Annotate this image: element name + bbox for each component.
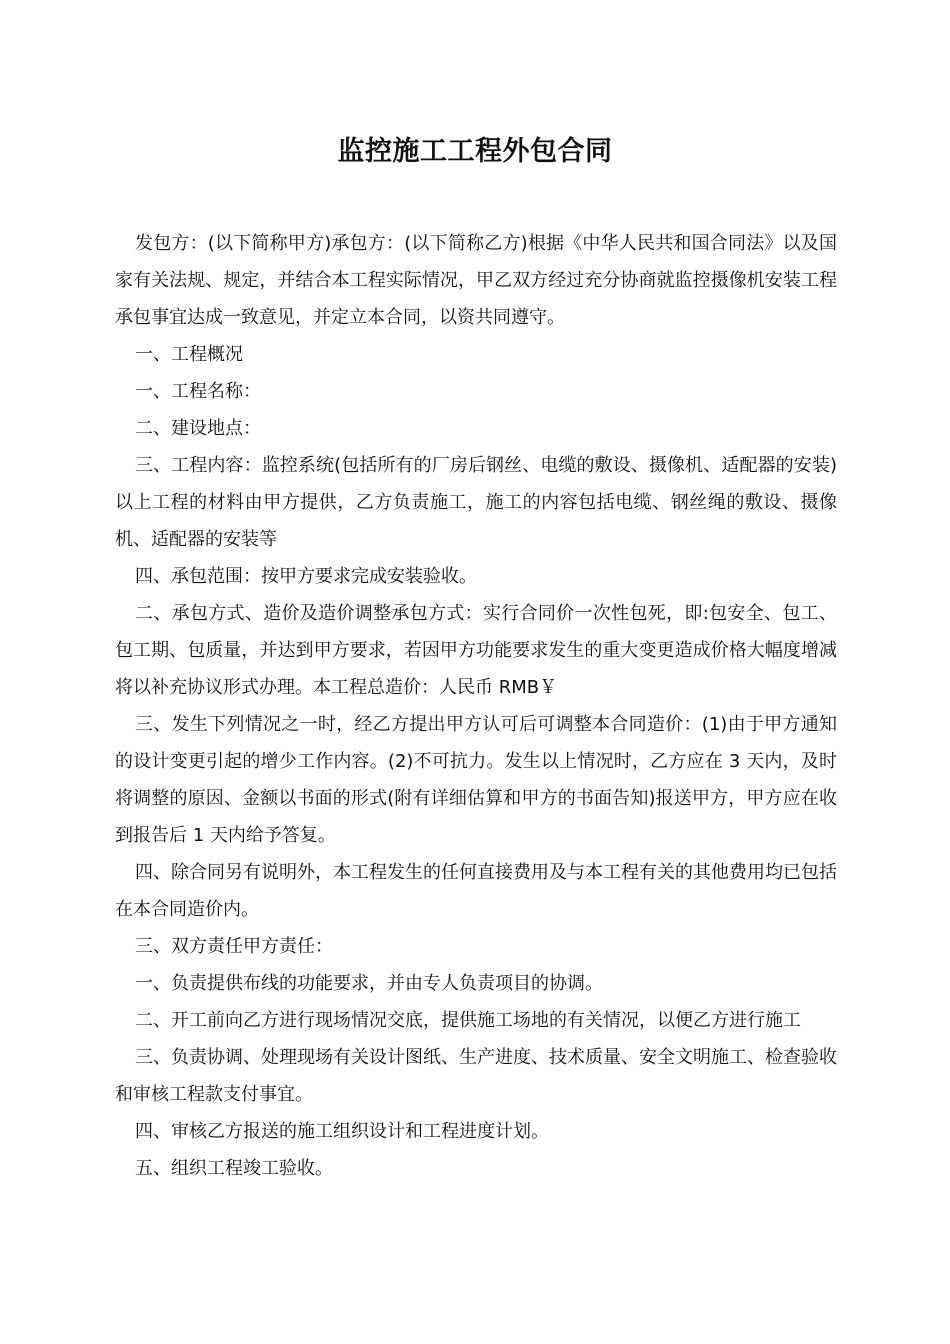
paragraph-duty-3: 三、负责协调、处理现场有关设计图纸、生产进度、技术质量、安全文明施工、检查验收和审核工程款支付事宜。: [115, 1047, 837, 1105]
paragraph-preamble: 发包方：(以下简称甲方)承包方：(以下简称乙方)根据《中华人民共和国合同法》以及国家有关法规、规定，并结合本工程实际情况，甲乙双方经过充分协商就监控摄像机安装工程承包事宜达成一致意见，并定立本合同，以资共同遵守。: [115, 233, 837, 328]
paragraph-contract-scope: 四、承包范围：按甲方要求完成安装验收。: [135, 566, 477, 587]
paragraph-duty-5: 五、组织工程竣工验收。: [135, 1158, 333, 1179]
paragraph-project-content: 三、工程内容：监控系统(包括所有的厂房后钢丝、电缆的敷设、摄像机、适配器的安装)以上工程的材料由甲方提供，乙方负责施工，施工的内容包括电缆、钢丝绳的敷设、摄像机、适配器的安装等: [115, 455, 837, 550]
paragraph-duty-4: 四、审核乙方报送的施工组织设计和工程进度计划。: [135, 1121, 549, 1142]
paragraph-duty-2: 二、开工前向乙方进行现场情况交底，提供施工场地的有关情况，以便乙方进行施工: [135, 1010, 801, 1031]
paragraph-site-location: 二、建设地点：: [135, 418, 261, 439]
paragraph-duty-1: 一、负责提供布线的功能要求，并由专人负责项目的协调。: [135, 973, 603, 994]
paragraph-section-overview: 一、工程概况: [135, 344, 243, 365]
paragraph-price-adjustment: 三、发生下列情况之一时，经乙方提出甲方认可后可调整本合同造价：(1)由于甲方通知的设计变更引起的增少工作内容。(2)不可抗力。发生以上情况时，乙方应在 3 天内，及时将调整的原因、金额以书面的形式(附有详细估算和甲方的书面告知)报送甲方，甲方应在收到报告后 1 天内给予答复。: [115, 714, 837, 846]
document-body: [115, 225, 837, 1187]
paragraph-included-costs: 四、除合同另有说明外，本工程发生的任何直接费用及与本工程有关的其他费用均已包括在本合同造价内。: [115, 862, 837, 920]
paragraph-contract-method: 二、承包方式、造价及造价调整承包方式：实行合同价一次性包死，即:包安全、包工、包工期、包质量，并达到甲方要求，若因甲方功能要求发生的重大变更造成价格大幅度增减将以补充协议形式办理。本工程总造价：人民币 RMB￥: [115, 603, 837, 698]
paragraph-project-name: 一、工程名称：: [135, 381, 261, 402]
document-title: 监控施工工程外包合同: [337, 136, 613, 167]
paragraph-section-responsibilities: 三、双方责任甲方责任：: [135, 936, 333, 957]
